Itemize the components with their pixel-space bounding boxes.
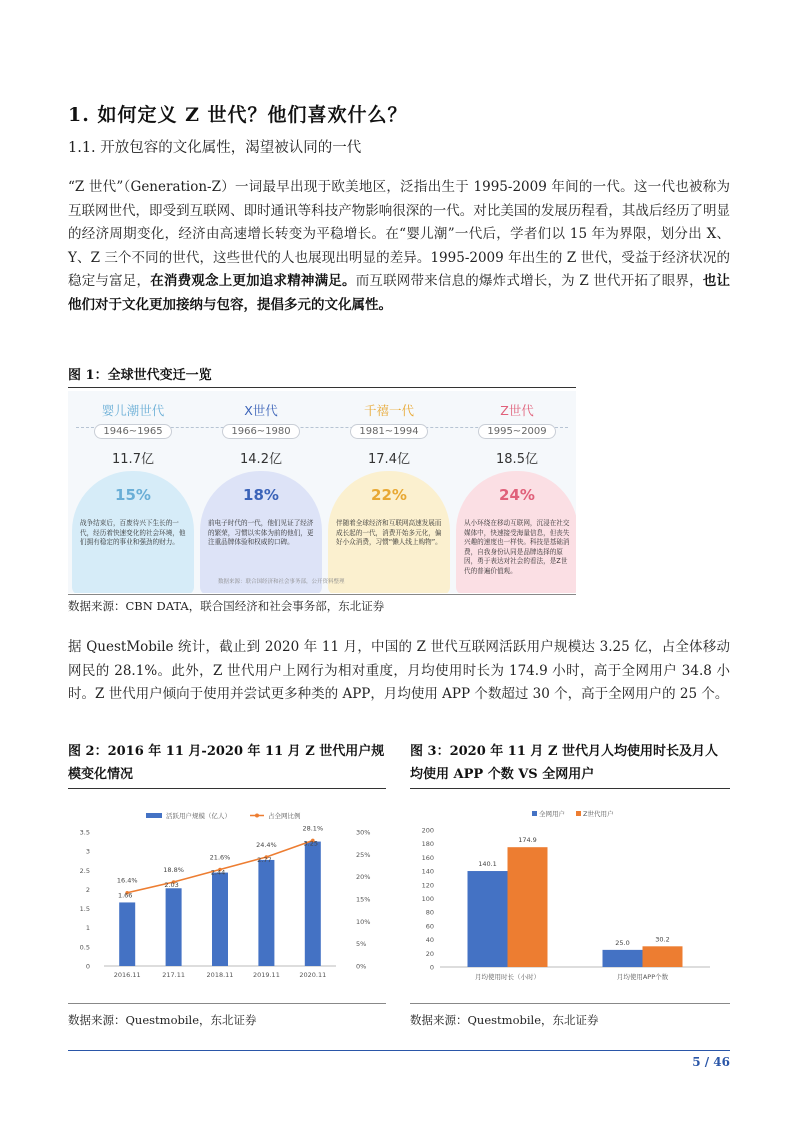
y-tick-label: 0 <box>429 963 434 972</box>
bar-genz-users <box>508 847 548 967</box>
user-scale-chart <box>68 796 386 996</box>
x-tick-label: 217.11 <box>162 971 185 979</box>
y-left-tick-label: 3.5 <box>79 828 90 837</box>
bar-data-label: 2.03 <box>164 881 179 890</box>
y-left-tick-label: 2.5 <box>79 866 90 875</box>
generation-description: 战争结束后，百废待兴下生长的一代，经历着快速变化的社会环境，他们拥有稳定的事业和强劲的财力。 <box>80 519 186 546</box>
legend-marker-line <box>255 814 259 818</box>
page-number: 5 / 46 <box>692 1055 730 1069</box>
line-data-label: 16.4% <box>116 876 138 885</box>
fig2-bottom-rule <box>68 1003 386 1004</box>
generation-years: 1981~1994 <box>350 424 427 439</box>
intro-bold-b: 也让他们对于文化更加接纳与包容，提倡多元的文化属性。 <box>68 273 731 313</box>
x-tick-label: 2016.11 <box>113 971 141 979</box>
generation-share: 22% <box>371 486 407 504</box>
fig3-title-rule <box>410 788 730 789</box>
y-right-tick-label: 25% <box>356 850 371 859</box>
generation-name: Z世代 <box>500 403 534 418</box>
x-tick-label: 2019.11 <box>252 971 280 979</box>
y-tick-label: 60 <box>425 922 434 931</box>
generation-card <box>200 391 322 593</box>
bar-active-users <box>258 860 274 966</box>
line-data-label: 18.8% <box>163 866 184 875</box>
generation-description: 伴随着全球经济和互联网高速发展而成长起的一代，消费开始多元化，偏好小众消费，习惯“懒人线上购物”。 <box>336 519 442 546</box>
y-right-tick-label: 30% <box>356 828 371 837</box>
y-right-tick-label: 15% <box>356 895 371 904</box>
x-tick-label: 2018.11 <box>206 971 234 979</box>
bar-active-users <box>305 842 321 966</box>
legend-swatch-genz <box>576 811 581 816</box>
y-tick-label: 140 <box>421 867 434 876</box>
bar-data-label: 1.66 <box>117 891 133 900</box>
x-tick-label: 月均使用APP个数 <box>616 973 669 981</box>
infographic-note: 数据来源：联合国经济和社会事务部，公开资料整理 <box>218 579 345 585</box>
line-data-label: 28.1% <box>302 824 324 833</box>
line-data-label: 21.6% <box>209 853 231 862</box>
fig1-title-rule <box>68 387 576 388</box>
legend-label-genz: Z世代用户 <box>583 810 614 818</box>
subsection-heading: 1.1. 开放包容的文化属性，渴望被认同的一代 <box>68 140 362 156</box>
fig2-title-rule <box>68 788 386 789</box>
y-tick-label: 120 <box>421 881 434 890</box>
y-right-tick-label: 20% <box>356 873 371 882</box>
legend-label-all-users: 全网用户 <box>539 810 565 818</box>
y-left-tick-label: 1.5 <box>79 905 90 914</box>
section-heading: 1. 如何定义 Z 世代？他们喜欢什么？ <box>68 104 408 126</box>
bar-all-users <box>603 950 643 967</box>
generation-population: 14.2亿 <box>240 452 282 467</box>
intro-paragraph <box>68 176 730 317</box>
legend-label-line: 占全网比例 <box>268 812 301 820</box>
bar-active-users <box>119 902 135 966</box>
generation-population: 17.4亿 <box>368 452 410 467</box>
x-tick-label: 2020.11 <box>299 971 327 979</box>
legend-swatch-all-users <box>532 811 537 816</box>
fig3-bottom-rule <box>410 1003 730 1004</box>
bar-data-label: 3.25 <box>303 839 319 848</box>
generation-share: 15% <box>115 486 151 504</box>
generations-infographic <box>68 391 576 593</box>
y-tick-label: 20 <box>425 949 434 958</box>
generation-card <box>328 391 450 593</box>
fig3-source: 数据来源：Questmobile，东北证券 <box>410 1013 599 1027</box>
y-right-tick-label: 5% <box>356 940 367 949</box>
bar-data-label: 30.2 <box>655 935 670 944</box>
y-left-tick-label: 0 <box>85 962 90 971</box>
intro-bold-a: 在消费观念上更加追求精神满足。 <box>150 273 356 289</box>
y-tick-label: 180 <box>421 840 434 849</box>
y-left-tick-label: 2 <box>85 885 90 894</box>
y-tick-label: 160 <box>421 853 434 862</box>
y-right-tick-label: 0% <box>356 962 367 971</box>
y-tick-label: 80 <box>425 908 434 917</box>
generation-share: 24% <box>499 486 535 504</box>
legend-swatch-bar <box>146 813 162 818</box>
fig1-title: 图 1：全球世代变迁一览 <box>68 368 212 383</box>
bar-active-users <box>166 888 182 966</box>
fig1-source: 数据来源：CBN DATA，联合国经济和社会事务部，东北证券 <box>68 599 385 613</box>
fig3-title: 图 3：2020 年 11 月 Z 世代月人均使用时长及月人均使用 APP 个数 VS 全网用户 <box>410 744 718 782</box>
generation-share: 18% <box>243 486 279 504</box>
generation-description: 前电子时代的一代，他们见证了经济的繁荣，习惯以实体为前的他们，更注重品牌体验和权威的口碑。 <box>208 519 314 546</box>
bar-data-label: 2.77 <box>257 856 272 865</box>
bar-data-label: 2.44 <box>210 868 226 877</box>
bar-genz-users <box>643 946 683 967</box>
bar-data-label: 174.9 <box>518 836 537 845</box>
generation-population: 11.7亿 <box>112 452 154 467</box>
intro-text-a: “Z 世代”（Generation-Z）一词最早出现于欧美地区，泛指出生于 1995-2009 年间的一代。这一代也被称为互联网世代，即受到互联网、即时通讯等科技产物影响很深的一代。对比美国的发展历程看，其战后经历了明显的经济周期变化，经济由高速增长转变为平稳增长。在“婴儿潮”一代后，学者们以 15 年为界限，划分出 X、Y、Z 三个不同的世代，这些世代的人也展现出明显的差异。1995-2009 年出生的 Z 世代，受益于经济状况的稳定与富足， <box>68 179 730 289</box>
generation-name: X世代 <box>244 403 278 418</box>
generation-name: 千禧一代 <box>363 403 414 418</box>
bar-data-label: 25.0 <box>615 938 630 947</box>
fig2-source: 数据来源：Questmobile，东北证券 <box>68 1013 257 1027</box>
usage-compare-chart <box>410 796 730 996</box>
generation-card <box>72 391 194 593</box>
legend-label-bar: 活跃用户规模（亿人） <box>166 812 231 820</box>
line-data-label: 24.4% <box>256 841 277 850</box>
stats-paragraph: 据 QuestMobile 统计，截止到 2020 年 11 月，中国的 Z 世代互联网活跃用户规模达 3.25 亿，占全体移动网民的 28.1%。此外，Z 世代用户上网行为相对重度，月均使用时长为 174.9 小时，高于全网用户 34.8 小时。Z 世代用户倾向于使用并尝试更多种类的 APP，月均使用 APP 个数超过 30 个，高于全网用户的 25 个。 <box>68 639 730 702</box>
y-tick-label: 40 <box>425 936 434 945</box>
fig2-title: 图 2：2016 年 11 月-2020 年 11 月 Z 世代用户规模变化情况 <box>68 744 385 782</box>
generation-years: 1946~1965 <box>94 424 171 439</box>
bar-active-users <box>212 873 228 966</box>
bar-data-label: 140.1 <box>478 860 497 869</box>
generation-card <box>456 391 576 593</box>
generation-years: 1995~2009 <box>478 424 555 439</box>
generation-years: 1966~1980 <box>222 424 299 439</box>
y-left-tick-label: 1 <box>85 924 90 933</box>
x-tick-label: 月均使用时长（小时） <box>475 973 540 981</box>
generation-population: 18.5亿 <box>496 452 538 467</box>
intro-text-b: 而互联网带来信息的爆炸式增长，为 Z 世代开拓了眼界， <box>355 273 703 289</box>
y-tick-label: 100 <box>421 895 434 903</box>
fig1-bottom-rule <box>68 594 576 595</box>
y-right-tick-label: 10% <box>356 917 371 926</box>
footer-rule <box>68 1050 730 1051</box>
y-left-tick-label: 3 <box>85 847 90 856</box>
y-tick-label: 200 <box>421 826 434 835</box>
bar-all-users <box>468 871 508 967</box>
generation-description: 从小环绕在移动互联网，沉浸在社交媒体中，快速接受海量信息，但丧失兴趣的速度也一样快。科技是基础消费，自我身份认同是品牌选择的原因，勇于表达对社会的看法，是Z世代的普遍价值观。 <box>464 519 570 575</box>
generation-name: 婴儿潮世代 <box>101 403 165 418</box>
y-left-tick-label: 0.5 <box>79 943 90 952</box>
